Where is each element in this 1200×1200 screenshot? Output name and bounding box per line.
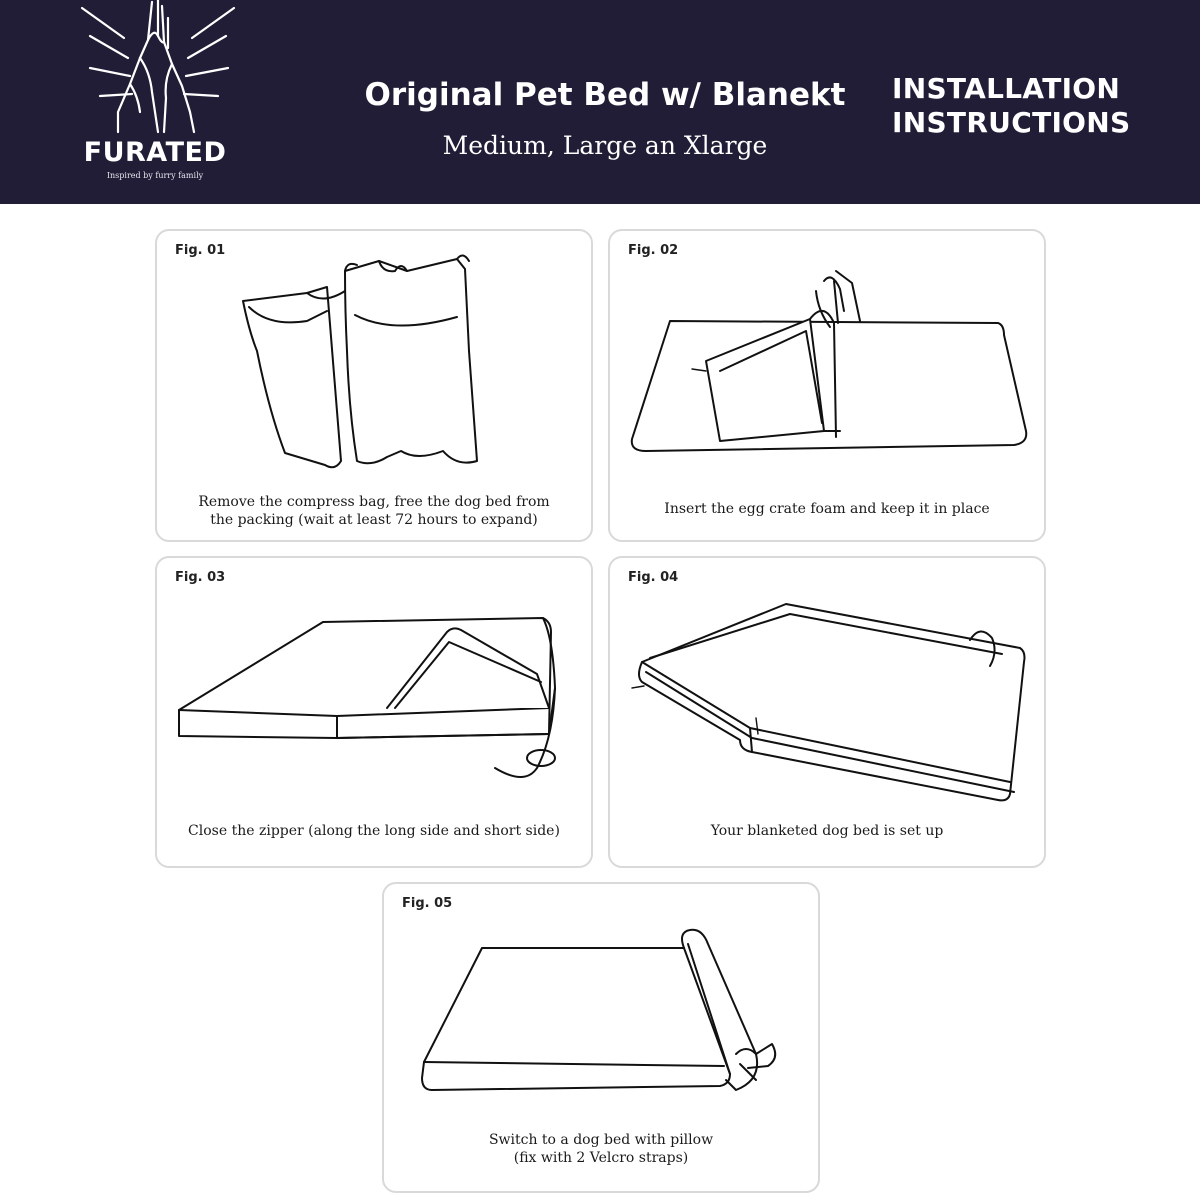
caption-line: Your blanketed dog bed is set up (710, 823, 944, 839)
instructions-line2: INSTRUCTIONS (892, 106, 1131, 139)
figure-panel-5 (382, 882, 820, 1193)
figure-caption (630, 822, 1024, 840)
figure-label: Fig. 02 (628, 243, 679, 258)
page-subtitle: Medium, Large an Xlarge (442, 131, 768, 160)
hands-icon (78, 0, 238, 140)
figure-label: Fig. 01 (175, 243, 226, 258)
page-title: Original Pet Bed w/ Blanekt (364, 77, 846, 113)
figure-caption (404, 1131, 798, 1167)
instructions-line1: INSTALLATION (892, 72, 1121, 105)
header-banner (0, 0, 1200, 204)
brand-name: FURATED (83, 137, 227, 168)
caption-line: Close the zipper (along the long side and short side) (188, 823, 560, 839)
caption-line: Switch to a dog bed with pillow (488, 1132, 714, 1148)
caption-line: Remove the compress bag, free the dog bed from (198, 494, 550, 510)
figure-panel-2 (608, 229, 1046, 542)
insert-foam-icon (610, 231, 1048, 544)
figure-label: Fig. 04 (628, 570, 679, 585)
figure-label: Fig. 03 (175, 570, 226, 585)
figure-caption (177, 493, 571, 529)
caption-line: the packing (wait at least 72 hours to expand) (210, 512, 538, 528)
caption-line: (fix with 2 Velcro straps) (513, 1150, 689, 1166)
brand-tagline: Inspired by furry family (106, 171, 204, 180)
figure-label: Fig. 05 (402, 896, 453, 911)
figure-panel-4 (608, 556, 1046, 868)
figure-panel-1 (155, 229, 593, 542)
instructions-heading (892, 72, 1172, 140)
caption-line: Insert the egg crate foam and keep it in place (664, 501, 990, 517)
figure-caption (177, 822, 571, 840)
figure-panel-3 (155, 556, 593, 868)
figure-caption (630, 500, 1024, 518)
